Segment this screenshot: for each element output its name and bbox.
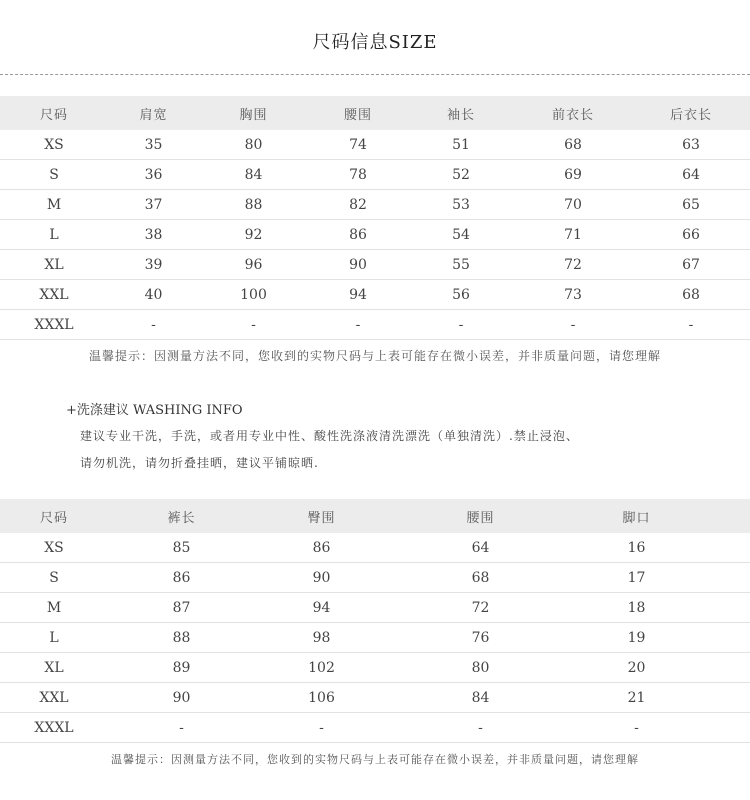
table-cell: 35 <box>108 130 199 160</box>
table-cell: 19 <box>573 623 700 653</box>
table-cell: 54 <box>408 220 514 250</box>
washing-line: 请勿机洗，请勿折叠挂晒，建议平铺晾晒. <box>80 456 319 470</box>
table-cell: 72 <box>514 250 632 280</box>
table-cell: - <box>514 310 632 340</box>
table-cell: 73 <box>514 280 632 310</box>
top-size-table <box>0 96 750 340</box>
table-cell: 16 <box>573 533 700 563</box>
header-row <box>0 96 750 130</box>
header-cell: 后衣长 <box>632 96 750 130</box>
table-cell: 96 <box>199 250 308 280</box>
table-cell: XXXL <box>0 713 108 743</box>
table-cell: XS <box>0 533 108 563</box>
table-cell: 88 <box>108 623 255 653</box>
table-cell: - <box>255 713 388 743</box>
table-row <box>0 623 750 653</box>
table-cell: XXL <box>0 683 108 713</box>
table-cell: 94 <box>308 280 408 310</box>
table-cell: - <box>308 310 408 340</box>
header-cell: 胸围 <box>199 96 308 130</box>
bottom-table-header <box>0 499 750 533</box>
table-spacer-cell <box>700 683 750 713</box>
table-cell: 84 <box>199 160 308 190</box>
table-cell: 63 <box>632 130 750 160</box>
table-spacer-cell <box>700 533 750 563</box>
table-cell: 85 <box>108 533 255 563</box>
header-row <box>0 499 750 533</box>
table-cell: 64 <box>632 160 750 190</box>
table-cell: 21 <box>573 683 700 713</box>
table-cell: 74 <box>308 130 408 160</box>
table-cell: - <box>199 310 308 340</box>
table-cell: 40 <box>108 280 199 310</box>
table-row <box>0 220 750 250</box>
table-cell: XS <box>0 130 108 160</box>
table-cell: 98 <box>255 623 388 653</box>
dashed-divider <box>0 74 750 75</box>
header-cell: 前衣长 <box>514 96 632 130</box>
table-cell: 20 <box>573 653 700 683</box>
table-row <box>0 593 750 623</box>
table-cell: 106 <box>255 683 388 713</box>
table-cell: 78 <box>308 160 408 190</box>
table-cell: - <box>388 713 573 743</box>
top-table-body <box>0 130 750 340</box>
table-row <box>0 683 750 713</box>
table-spacer-cell <box>700 563 750 593</box>
top-table-header <box>0 96 750 130</box>
table-row <box>0 533 750 563</box>
header-cell: 腰围 <box>308 96 408 130</box>
table-cell: 72 <box>388 593 573 623</box>
table-cell: S <box>0 563 108 593</box>
table-row <box>0 653 750 683</box>
table-spacer-cell <box>700 653 750 683</box>
table-cell: 71 <box>514 220 632 250</box>
header-cell: 臀围 <box>255 499 388 533</box>
table-cell: 39 <box>108 250 199 280</box>
table-cell: 65 <box>632 190 750 220</box>
table-cell: 82 <box>308 190 408 220</box>
washing-line: 建议专业干洗，手洗，或者用专业中性、酸性洗涤液清洗漂洗（单独清洗）.禁止浸泡、 <box>80 429 579 443</box>
table-spacer-cell <box>700 623 750 653</box>
header-cell: 尺码 <box>0 96 108 130</box>
table-cell: 17 <box>573 563 700 593</box>
table-cell: 66 <box>632 220 750 250</box>
table-cell: 90 <box>108 683 255 713</box>
table-cell: 92 <box>199 220 308 250</box>
table-cell: 90 <box>308 250 408 280</box>
top-measurement-note: 温馨提示：因测量方法不同，您收到的实物尺码与上表可能存在微小误差，并非质量问题，请您理解 <box>88 349 661 363</box>
table-row <box>0 713 750 743</box>
table-spacer-cell <box>700 593 750 623</box>
washing-info <box>66 399 716 481</box>
bottom-size-table <box>0 499 750 743</box>
table-cell: 76 <box>388 623 573 653</box>
table-cell: - <box>108 713 255 743</box>
table-row <box>0 190 750 220</box>
header-cell: 袖长 <box>408 96 514 130</box>
header-cell: 腰围 <box>388 499 573 533</box>
table-cell: 86 <box>255 533 388 563</box>
header-cell: 裤长 <box>108 499 255 533</box>
table-cell: 100 <box>199 280 308 310</box>
table-cell: 53 <box>408 190 514 220</box>
table-cell: 52 <box>408 160 514 190</box>
table-cell: 37 <box>108 190 199 220</box>
table-cell: 80 <box>388 653 573 683</box>
table-cell: 18 <box>573 593 700 623</box>
header-cell: 肩宽 <box>108 96 199 130</box>
table-cell: XL <box>0 250 108 280</box>
table-cell: 86 <box>308 220 408 250</box>
header-cell: 脚口 <box>573 499 700 533</box>
table-cell: 84 <box>388 683 573 713</box>
table-cell: 68 <box>632 280 750 310</box>
table-cell: 55 <box>408 250 514 280</box>
table-cell: 38 <box>108 220 199 250</box>
table-cell: 86 <box>108 563 255 593</box>
washing-heading: +洗涤建议 WASHING INFO <box>66 403 243 418</box>
table-cell: 102 <box>255 653 388 683</box>
table-cell: 88 <box>199 190 308 220</box>
table-cell: 67 <box>632 250 750 280</box>
table-cell: 51 <box>408 130 514 160</box>
table-cell: 68 <box>388 563 573 593</box>
bottom-table-body <box>0 533 750 743</box>
table-cell: 90 <box>255 563 388 593</box>
table-cell: 64 <box>388 533 573 563</box>
table-cell: - <box>573 713 700 743</box>
table-cell: XXL <box>0 280 108 310</box>
table-cell: - <box>632 310 750 340</box>
table-cell: M <box>0 593 108 623</box>
table-row <box>0 130 750 160</box>
table-cell: 70 <box>514 190 632 220</box>
table-cell: 80 <box>199 130 308 160</box>
table-spacer-cell <box>700 713 750 743</box>
table-cell: 89 <box>108 653 255 683</box>
table-cell: L <box>0 623 108 653</box>
table-cell: XL <box>0 653 108 683</box>
table-cell: 56 <box>408 280 514 310</box>
table-row <box>0 563 750 593</box>
table-cell: - <box>408 310 514 340</box>
table-row <box>0 280 750 310</box>
table-row <box>0 250 750 280</box>
table-cell: S <box>0 160 108 190</box>
table-cell: 69 <box>514 160 632 190</box>
page-title: 尺码信息SIZE <box>312 32 438 53</box>
table-row <box>0 310 750 340</box>
header-cell: 尺码 <box>0 499 108 533</box>
table-cell: 36 <box>108 160 199 190</box>
table-cell: XXXL <box>0 310 108 340</box>
table-row <box>0 160 750 190</box>
table-cell: 87 <box>108 593 255 623</box>
table-cell: L <box>0 220 108 250</box>
bottom-measurement-note: 温馨提示：因测量方法不同，您收到的实物尺码与上表可能存在微小误差，并非质量问题，请您理解 <box>111 753 639 766</box>
table-cell: 94 <box>255 593 388 623</box>
table-cell: M <box>0 190 108 220</box>
table-cell: - <box>108 310 199 340</box>
table-cell: 68 <box>514 130 632 160</box>
header-spacer <box>700 499 750 533</box>
